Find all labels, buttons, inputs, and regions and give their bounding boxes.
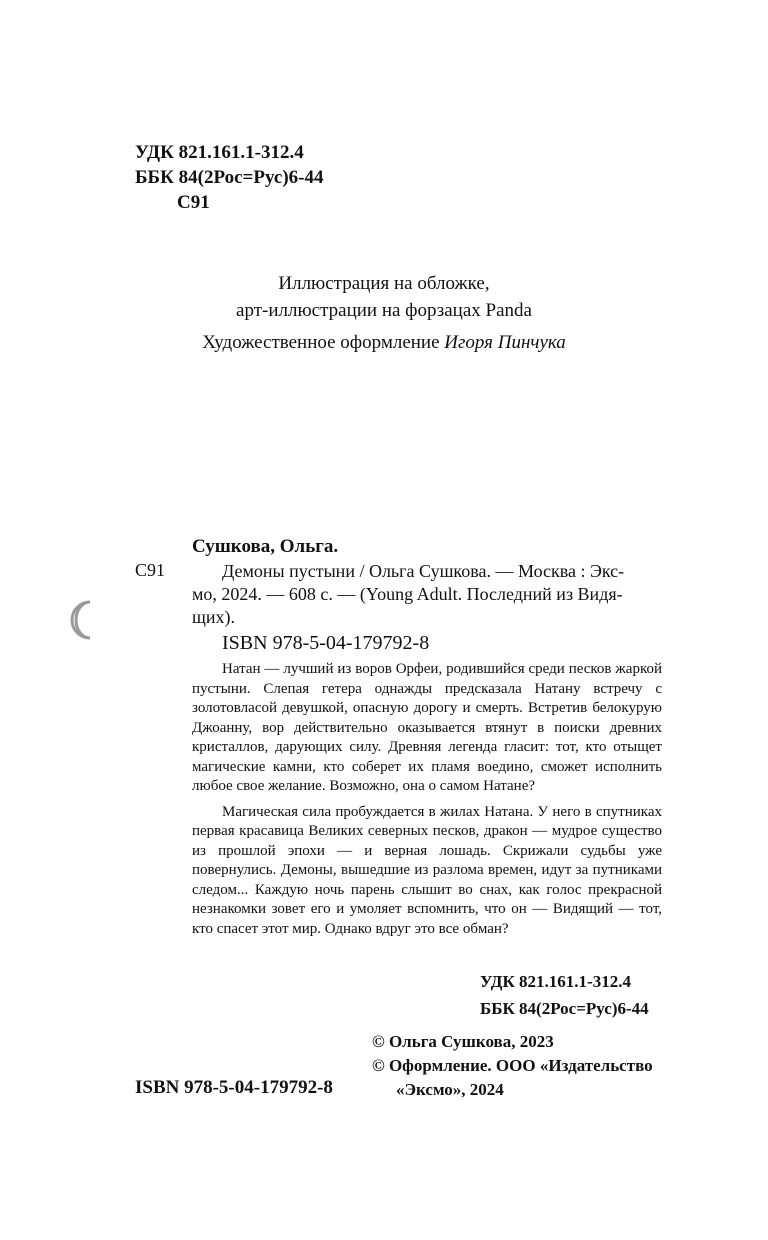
bibliography-author: Сушкова, Ольга. [192,536,339,557]
top-classification-codes [135,140,323,215]
illustration-credit-line1: Иллюстрация на обложке, [278,273,490,294]
bibliography-line2: мо, 2024. — 608 с. — (Young Adult. Последний из Видя- [192,584,623,604]
design-credit-name: Игоря Пинчука [444,332,566,353]
copyright-design-line2: «Эксмо», 2024 [396,1080,504,1099]
udk-code: УДК 821.161.1-312.4 [135,142,304,163]
illustration-credit-line2: арт-иллюстрации на форзацах Panda [236,300,532,321]
isbn-bottom: ISBN 978-5-04-179792-8 [135,1077,333,1098]
classification-bbk: ББК 84(2Рос=Рус)6-44 [480,999,649,1018]
copyright-block [372,1030,653,1102]
author-mark: С91 [177,192,210,213]
copyright-design-line1: © Оформление. ООО «Издательство [372,1056,653,1075]
annotation [192,660,662,945]
bibliography-line1: Демоны пустыни / Ольга Сушкова. — Москва : Экс- [222,561,625,581]
bibliography-line3: щих). [192,607,235,627]
bibliography-author-mark: С91 [135,560,166,580]
copyright-author: © Ольга Сушкова, 2023 [372,1032,554,1051]
annotation-paragraph1: Натан — лучший из воров Орфеи, родившийся среди песков жаркой пустыни. Слепая гетера однажды предсказала Натану встречу с золотовласой девушкой, опасную дорогу и смерть. Встретив белокурую Джоанну, вор действительно оказывается втянут в поиски древних кристаллов, дарующих силу. Древняя легенда гласит: тот, кто отыщет магические камни, кто соберет их пламя воедино, сможет исполнить любое свое желание. Возможно, она о самом Натане? [192,661,662,794]
crescent-moon-icon [62,598,106,642]
classification-udk: УДК 821.161.1-312.4 [480,972,631,991]
design-credit [0,332,768,354]
design-credit-prefix: Художественное оформление [202,332,440,353]
annotation-paragraph2: Магическая сила пробуждается в жилах Натана. У него в спутниках первая красавица Великих северных песков, дракон — мудрое существо из прошлой эпохи — и верная лошадь. Скрижали судьбы уже повернулись. Демоны, вышедшие из разлома времен, идут за путниками следом... Каждую ночь парень слышит во снах, как голос прекрасной незнакомки зовет его и умоляет вспомнить, что он — Видящий — тот, кто спасет этот мир. Однако вдруг это все обман? [192,803,662,937]
classification-block [480,968,649,1022]
isbn-main: ISBN 978-5-04-179792-8 [222,632,430,654]
illustration-credits [0,270,768,324]
bibliography-description [192,560,662,629]
bbk-code: ББК 84(2Рос=Рус)6-44 [135,167,324,188]
